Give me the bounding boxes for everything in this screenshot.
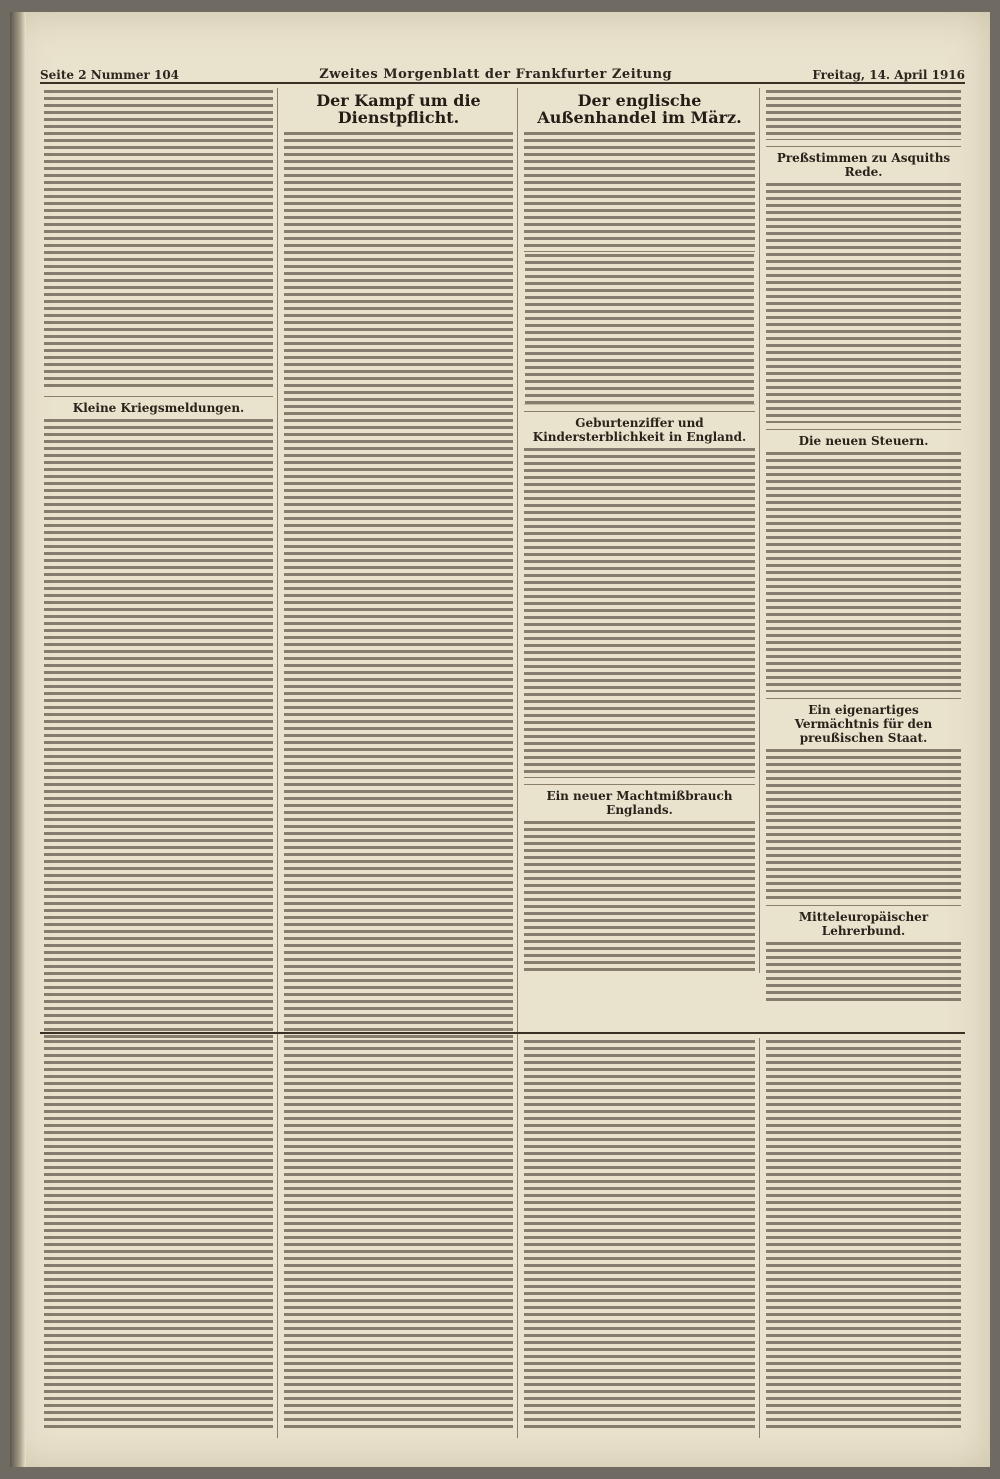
article-text [284, 1040, 513, 1430]
masthead-date: Freitag, 14. April 1916 [812, 68, 965, 82]
column-1 [40, 88, 278, 1041]
masthead-page-number: Seite 2 Nummer 104 [40, 68, 180, 82]
article-headline: Der englische Außenhandel im März. [537, 91, 742, 127]
feuilleton-divider [40, 1032, 965, 1034]
article-text [524, 448, 755, 778]
newspaper-page [10, 12, 990, 1467]
column-4 [762, 88, 965, 1004]
feuilleton-column-2 [280, 1038, 518, 1438]
article-headline: Der Kampf um die Dienstpflicht. [316, 91, 481, 127]
article-text [524, 132, 755, 252]
trade-table [524, 254, 755, 405]
article-text [524, 821, 755, 971]
binding-edge [10, 12, 26, 1467]
article-text [766, 183, 961, 423]
article-text [766, 90, 961, 140]
article-text [44, 1040, 273, 1430]
column-2 [280, 88, 518, 1044]
article-headline: Mitteleuropäischer Lehrerbund. [766, 905, 961, 938]
article-text [44, 90, 273, 390]
article-text [766, 749, 961, 899]
article-text [766, 1040, 961, 1430]
article-headline: Ein neuer Machtmißbrauch Englands. [524, 784, 755, 817]
table-rows [525, 254, 754, 404]
article-headline: Kleine Kriegsmeldungen. [44, 396, 273, 415]
article-headline: Die neuen Steuern. [766, 429, 961, 448]
article-text [766, 942, 961, 1002]
feuilleton-column-4 [762, 1038, 965, 1438]
article-text [524, 1040, 755, 1430]
article-text [44, 419, 273, 1039]
article-text [766, 452, 961, 692]
article-headline: Ein eigenartiges Vermächtnis für den preußischen Staat. [766, 698, 961, 745]
article-text [284, 132, 513, 1042]
article-headline: Preßstimmen zu Asquiths Rede. [766, 146, 961, 179]
masthead-title: Zweites Morgenblatt der Frankfurter Zeitung [319, 67, 673, 82]
article-headline: Geburtenziffer und Kindersterblichkeit in England. [524, 411, 755, 444]
feuilleton-column-3 [520, 1038, 760, 1438]
feuilleton-column-1 [40, 1038, 278, 1438]
column-3 [520, 88, 760, 973]
masthead [40, 62, 965, 84]
